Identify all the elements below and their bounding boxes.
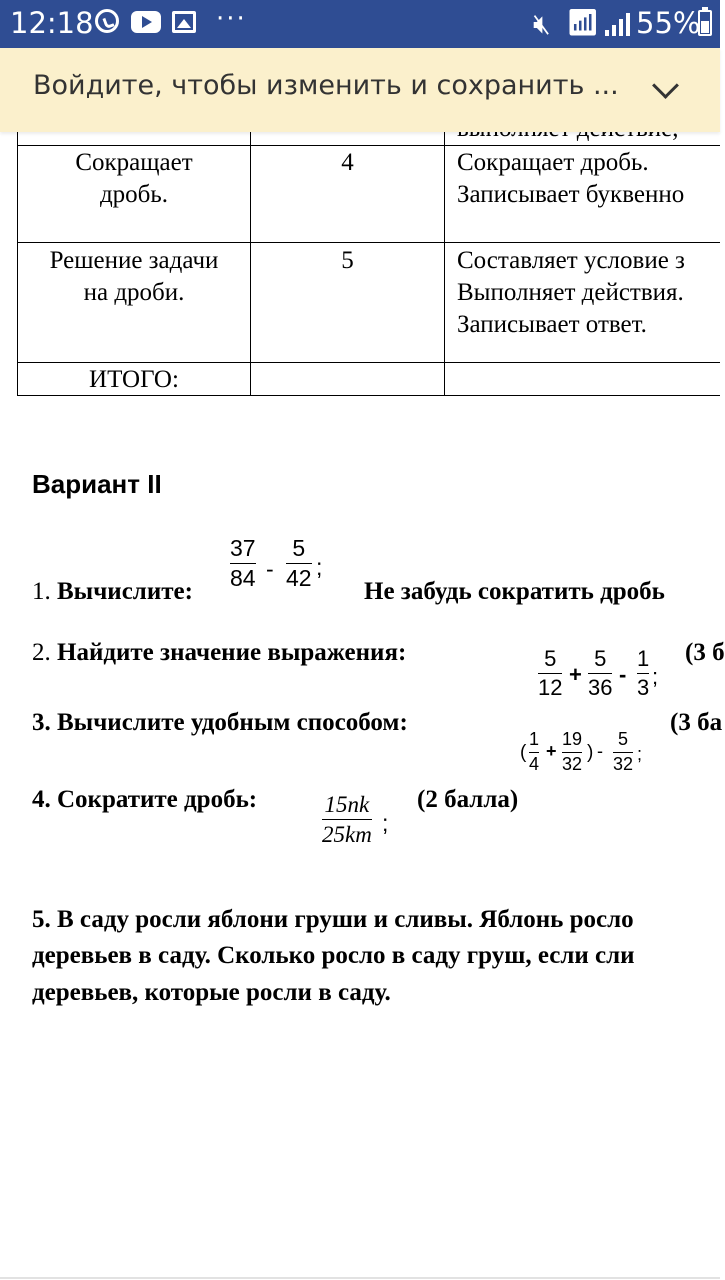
fraction: 5 42	[286, 535, 312, 592]
fraction: 5 36	[588, 646, 613, 701]
table-total-label: ИТОГО:	[89, 366, 179, 393]
fraction: 19 32	[562, 729, 583, 774]
wifi-icon: 📶︎	[566, 8, 600, 38]
operator: +	[569, 662, 582, 687]
more-dots-icon: ···	[216, 4, 247, 34]
table-cell-description: Составляет условие з Выполняет действия. Записывает ответ.	[457, 247, 685, 338]
task-1: 1. Вычислите:	[32, 578, 193, 605]
operator: -	[619, 662, 627, 687]
task-3: 3. Вычислите удобным способом:	[32, 709, 408, 736]
table-row: Решение задачи на дроби.	[49, 247, 219, 306]
table-cell-points: 5	[341, 247, 354, 274]
sign-in-banner[interactable]	[0, 48, 720, 132]
task-1-note: Не забудь сократить дробь	[364, 578, 665, 605]
fraction: 1 3	[637, 646, 650, 701]
status-bar	[0, 0, 720, 48]
operator: -	[266, 556, 274, 582]
divider	[0, 1277, 720, 1279]
fraction: 15nk 25km	[322, 792, 372, 848]
chevron-down-icon[interactable]	[652, 72, 679, 99]
semicolon: ;	[652, 664, 659, 689]
operator: +	[546, 741, 557, 761]
fraction: 5 12	[538, 646, 563, 701]
fraction: 1 4	[529, 729, 540, 774]
gallery-icon	[172, 11, 196, 33]
battery-icon	[698, 10, 712, 36]
youtube-icon	[131, 11, 161, 33]
task-2-points: (3 б	[685, 639, 725, 666]
table-row: Сокращает дробь.	[75, 149, 193, 208]
signal-icon	[605, 12, 631, 36]
task-2: 2. Найдите значение выражения:	[32, 639, 407, 666]
mute-icon: 🔇︎	[533, 7, 551, 40]
task-4: 4. Сократите дробь:	[32, 786, 258, 813]
clock: 12:18	[10, 6, 94, 40]
semicolon: ;	[382, 810, 389, 836]
bracket: )	[587, 742, 594, 763]
battery-percent: 55%	[636, 6, 701, 40]
whatsapp-icon	[95, 9, 119, 33]
bracket: (	[520, 742, 527, 763]
sign-in-banner-text[interactable]: Войдите, чтобы изменить и сохранить ...	[33, 70, 619, 101]
task-5-line: 5. В саду росли яблони груши и сливы. Яблонь росло	[32, 906, 634, 933]
semicolon: ;	[316, 554, 323, 580]
operator: -	[597, 741, 603, 761]
table-cell-points: 4	[341, 149, 354, 176]
fraction: 37 84	[230, 535, 256, 592]
task-5-line: деревьев, которые росли в саду.	[32, 979, 391, 1006]
task-3-points: (3 ба	[670, 709, 723, 736]
table-cell-description: Сокращает дробь. Записывает буквенно	[457, 149, 685, 208]
task-5-line: деревьев в саду. Сколько росло в саду груш, если сли	[32, 942, 635, 969]
variant-title: Вариант II	[32, 469, 162, 499]
semicolon: ;	[637, 744, 643, 764]
task-4-points: (2 балла)	[417, 786, 519, 813]
fraction: 5 32	[613, 729, 634, 774]
